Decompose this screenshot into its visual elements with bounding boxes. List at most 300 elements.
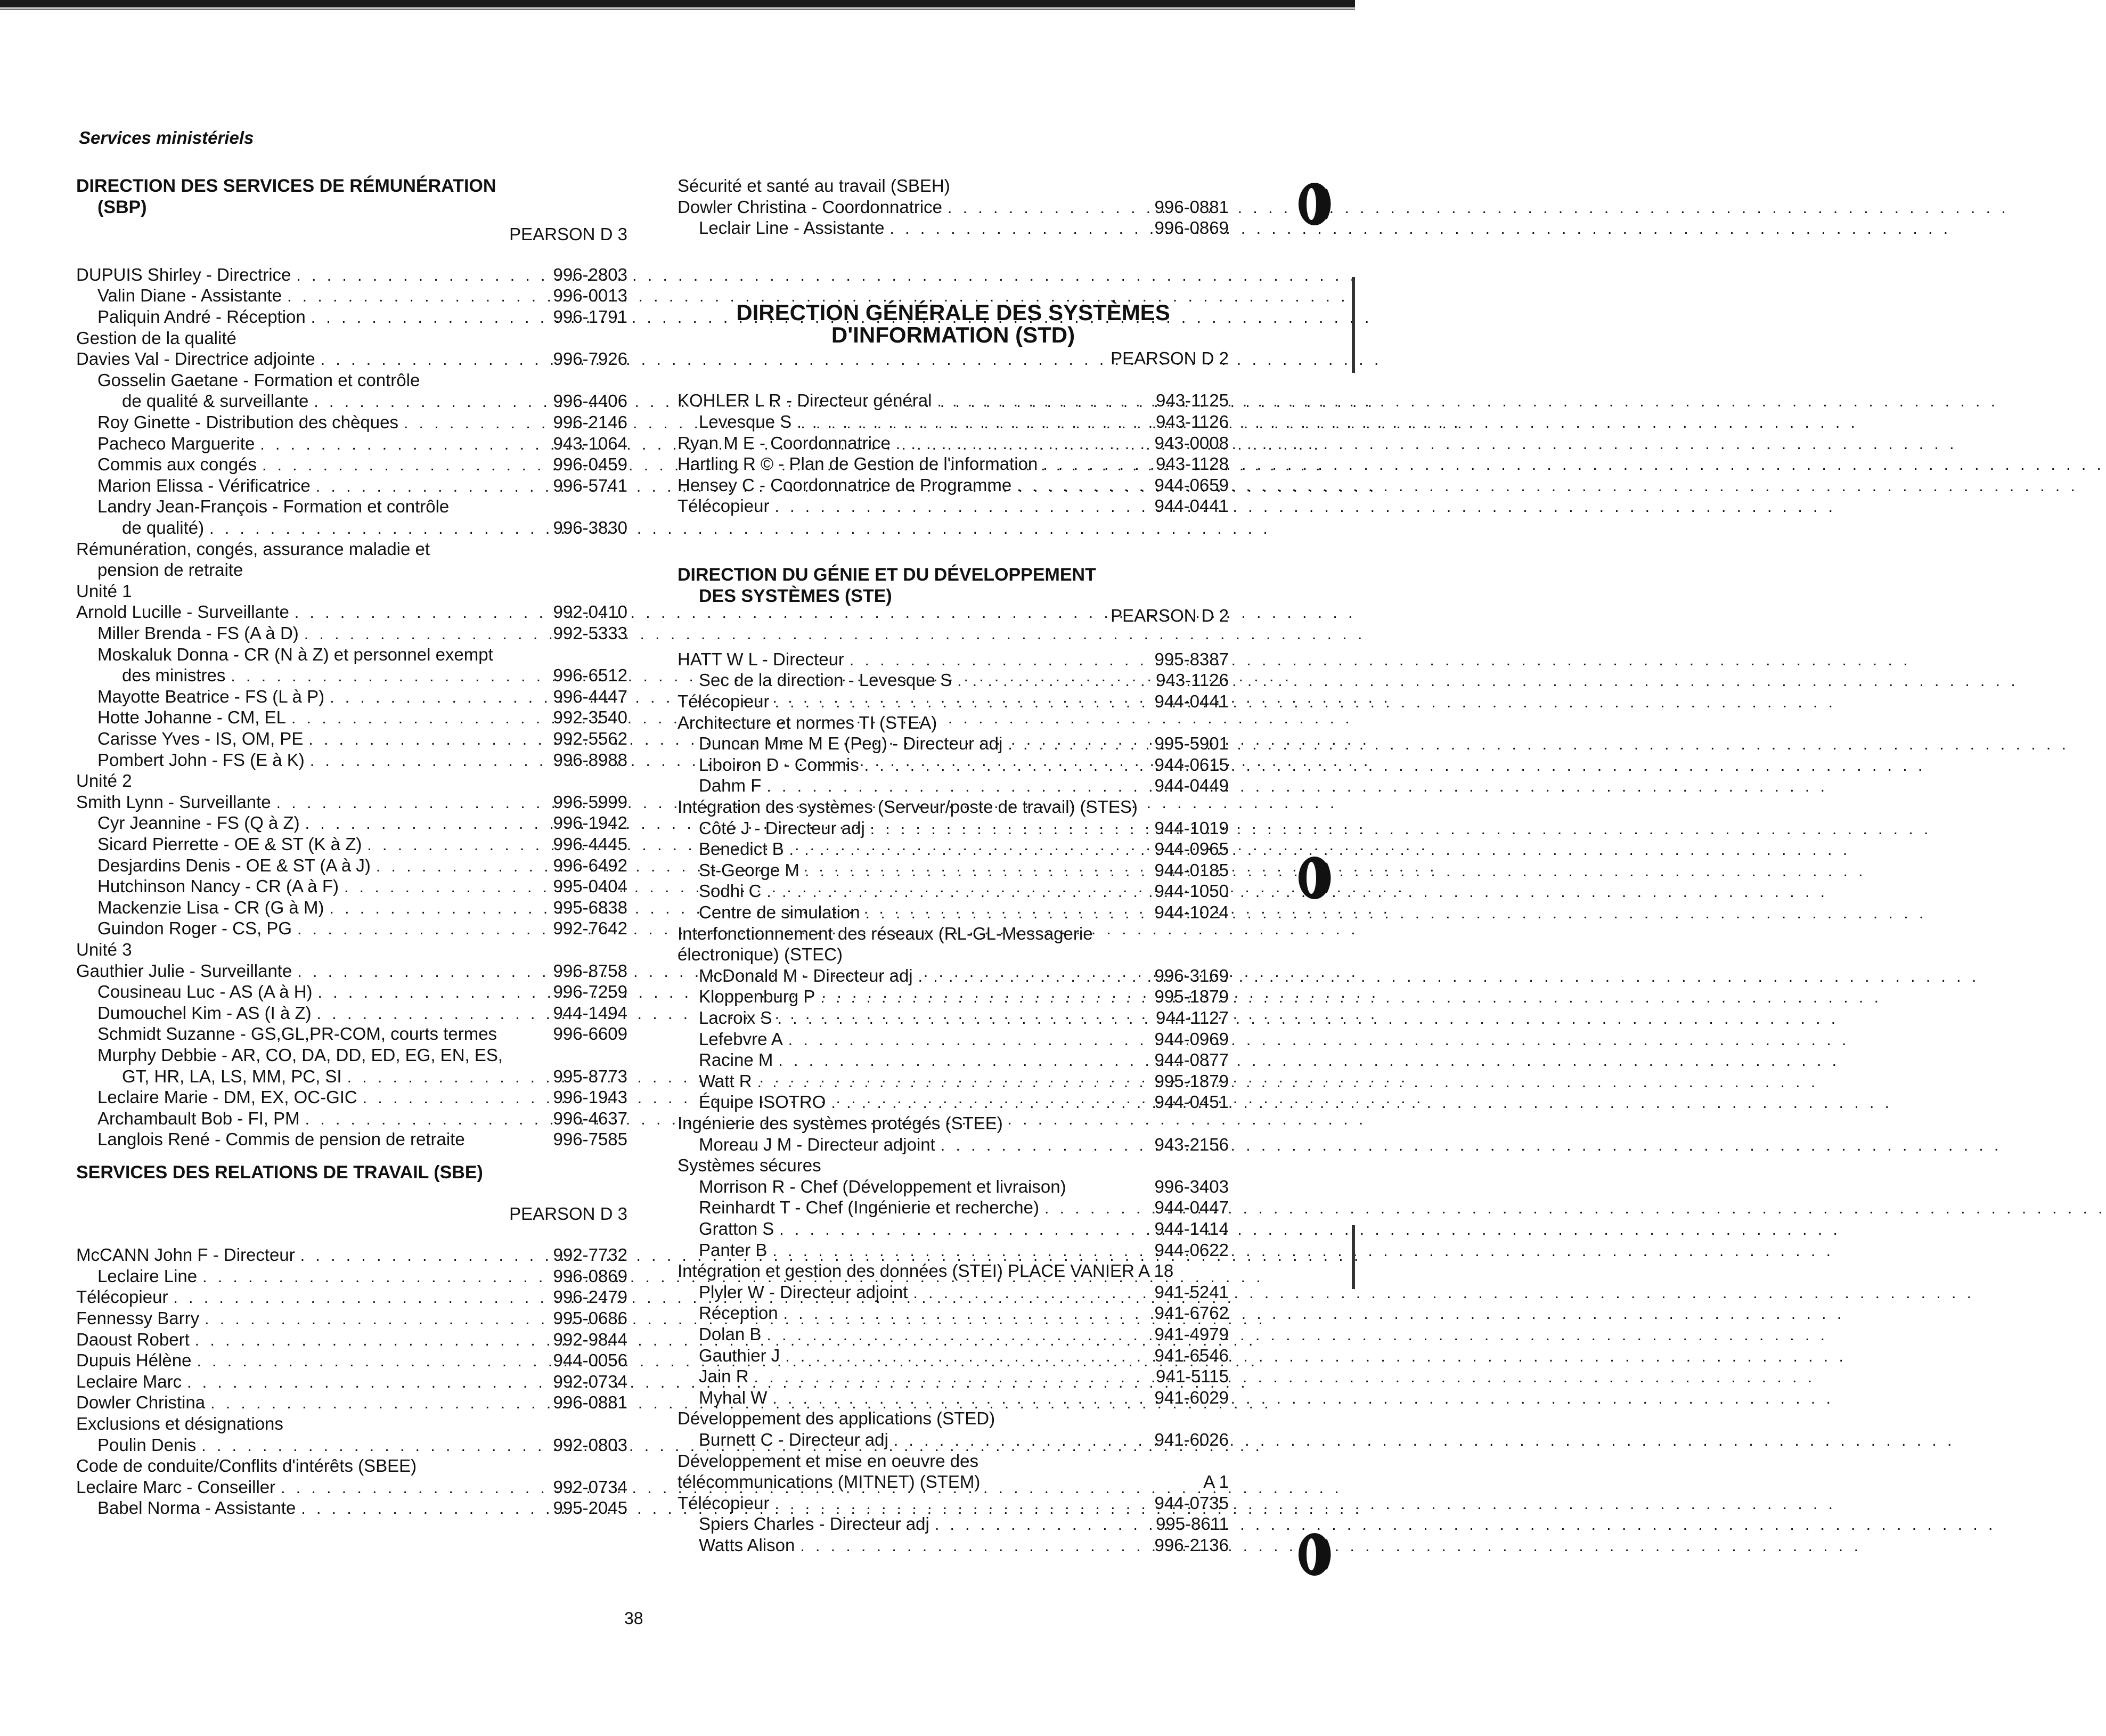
section-heading xyxy=(76,175,627,197)
directory-entry xyxy=(76,306,627,328)
phone-number: 995-6838 xyxy=(553,898,627,917)
location-label xyxy=(76,1203,627,1225)
entry-name: Lacroix S xyxy=(699,1008,772,1028)
entry-name: Unité 2 xyxy=(76,771,132,790)
entry-name: Télécopieur xyxy=(677,691,770,711)
phone-number: 996-2136 xyxy=(1154,1535,1229,1555)
dot-leader xyxy=(209,518,540,540)
entry-name: Babel Norma - Assistante xyxy=(97,1498,296,1518)
entry-name: Schmidt Suzanne - GS,GL,PR-COM, courts termes xyxy=(97,1024,497,1044)
entry-name: Leclaire Line xyxy=(97,1266,198,1286)
directory-entry xyxy=(76,412,627,433)
location-text: PEARSON D 3 xyxy=(509,1204,627,1224)
entry-name: Unité 3 xyxy=(76,940,132,959)
dot-leader xyxy=(205,1309,540,1330)
entry-name: Unité 1 xyxy=(76,581,132,601)
dot-leader xyxy=(894,1430,1141,1452)
entry-name: pension de retraite xyxy=(97,560,243,580)
dot-leader xyxy=(1044,1198,1141,1219)
directory-entry xyxy=(677,1091,1229,1113)
dot-leader xyxy=(774,496,1141,518)
location-text: PEARSON D 2 xyxy=(1111,348,1229,368)
subsection-label xyxy=(76,1455,627,1477)
phone-number: 996-0459 xyxy=(553,454,627,474)
phone-number: 941-6029 xyxy=(1154,1388,1229,1407)
entry-name: de qualité) xyxy=(122,518,205,537)
subsection-label xyxy=(677,944,1229,965)
directory-entry xyxy=(677,433,1229,454)
subsection-label xyxy=(76,1045,627,1066)
directory-entry xyxy=(677,965,1229,987)
dot-leader xyxy=(344,877,540,898)
directory-entry xyxy=(677,1302,1229,1324)
phone-number: 996-2479 xyxy=(553,1287,627,1307)
directory-entry xyxy=(677,495,1229,517)
dot-leader xyxy=(1008,734,1141,755)
entry-name: Mackenzie Lisa - CR (G à M) xyxy=(97,898,324,917)
entry-name: Moreau J M - Directeur adjoint xyxy=(699,1135,935,1154)
phone-number: 996-3403 xyxy=(1154,1177,1229,1196)
directory-entry xyxy=(76,1286,627,1308)
phone-number: 996-0013 xyxy=(553,286,627,305)
dot-leader xyxy=(800,1536,1141,1557)
entry-name: Hotte Johanne - CM, EL xyxy=(97,707,287,727)
phone-number: 944-0969 xyxy=(1154,1029,1229,1049)
phone-number: 943-1126 xyxy=(1155,412,1229,431)
dot-leader xyxy=(864,755,1141,777)
subsection-label xyxy=(677,175,1229,197)
subsection-label xyxy=(76,939,627,960)
entry-name: Intégration des systèmes (Serveur/poste de travail) (STES) xyxy=(677,797,1138,817)
directory-entry xyxy=(677,1429,1229,1450)
directory-entry xyxy=(677,1240,1229,1261)
phone-number: 943-1128 xyxy=(1155,454,1229,474)
dot-leader xyxy=(295,602,540,624)
phone-number: 996-3830 xyxy=(553,518,627,537)
phone-number: 992-9844 xyxy=(553,1330,627,1349)
entry-name: Télécopieur xyxy=(677,496,770,516)
phone-number: 992-0734 xyxy=(553,1477,627,1497)
directory-entry xyxy=(76,1435,627,1456)
entry-name: Dolan B xyxy=(699,1324,762,1344)
phone-number: 944-1019 xyxy=(1154,818,1229,838)
section-heading xyxy=(677,585,1229,607)
dot-leader xyxy=(297,919,540,940)
phone-number: 996-6609 xyxy=(553,1024,627,1044)
entry-name: Télécopieur xyxy=(76,1287,168,1307)
directory-entry xyxy=(76,981,627,1003)
directory-entry xyxy=(677,733,1229,754)
entry-name: Interfonctionnement des réseaux (RL-GL-Messagerie xyxy=(677,924,1093,943)
phone-number: 996-1791 xyxy=(553,307,627,327)
entry-name: Racine M xyxy=(699,1050,773,1070)
directory-entry xyxy=(76,707,627,728)
phone-number: 941-6546 xyxy=(1154,1346,1229,1365)
phone-number: 996-5999 xyxy=(553,792,627,812)
section-heading: D'INFORMATION (STD) xyxy=(831,322,1075,347)
phone-number: 995-8611 xyxy=(1155,1514,1229,1534)
phone-number: 944-0441 xyxy=(1154,496,1229,516)
entry-name: Guindon Roger - CS, PG xyxy=(97,918,292,938)
subsection-label xyxy=(677,1408,1229,1429)
location-label xyxy=(677,348,1229,369)
directory-entry xyxy=(76,601,627,623)
directory-entry xyxy=(76,876,627,897)
entry-name: Moskaluk Donna - CR (N à Z) et personnel exempt xyxy=(97,645,493,664)
entry-name: Poulin Denis xyxy=(97,1435,197,1455)
entry-name: Desjardins Denis - OE & ST (A à J) xyxy=(97,855,371,875)
entry-name: Commis aux congés xyxy=(97,454,257,474)
entry-name: Fennessy Barry xyxy=(76,1308,200,1328)
phone-number: 944-0451 xyxy=(1154,1092,1229,1112)
phone-number: 996-4637 xyxy=(553,1109,627,1128)
dot-leader xyxy=(300,1245,540,1267)
phone-number: 996-6492 xyxy=(553,855,627,875)
directory-entry xyxy=(76,1497,627,1519)
directory-entry xyxy=(677,1197,1229,1218)
entry-name: Côté J - Directeur adj xyxy=(699,818,865,838)
directory-entry xyxy=(76,812,627,834)
directory-entry xyxy=(677,775,1229,796)
entry-name: Myhal W xyxy=(699,1388,768,1407)
dot-leader xyxy=(850,650,1141,671)
phone-number: 996-1942 xyxy=(553,813,627,833)
entry-name: Morrison R - Chef (Développement et livraison) xyxy=(699,1177,1066,1196)
entry-name: Carisse Yves - IS, OM, PE xyxy=(97,729,304,748)
entry-name: Réception xyxy=(699,1303,778,1323)
phone-number: 992-0803 xyxy=(553,1435,627,1455)
directory-entry xyxy=(76,348,627,370)
entry-name: Systèmes sécures xyxy=(677,1155,821,1175)
entry-name: DUPUIS Shirley - Directrice xyxy=(76,265,291,284)
dot-leader xyxy=(772,1388,1141,1409)
phone-number: 996-6512 xyxy=(553,665,627,685)
phone-number: 995-0686 xyxy=(553,1308,627,1328)
entry-name: Code de conduite/Conflits d'intérêts (SBEE) xyxy=(76,1456,417,1476)
directory-entry xyxy=(76,834,627,855)
section-kicker: Services ministériels xyxy=(79,128,254,148)
directory-entry xyxy=(76,517,627,539)
scan-edge-mark xyxy=(1352,1225,1355,1289)
phone-number: 995-1879 xyxy=(1154,987,1229,1006)
subsection-label xyxy=(76,496,627,517)
phone-number: 941-5241 xyxy=(1154,1282,1229,1302)
subsection-label xyxy=(76,559,627,581)
directory-entry xyxy=(677,1324,1229,1345)
dot-leader xyxy=(304,624,540,645)
directory-entry xyxy=(677,1493,1229,1514)
directory-entry xyxy=(677,1513,1229,1535)
phone-number: 944-0185 xyxy=(1154,860,1229,880)
dot-leader xyxy=(797,412,1141,434)
phone-number: 943-1125 xyxy=(1155,390,1229,410)
dot-leader xyxy=(870,819,1141,840)
entry-name: GT, HR, LA, LS, MM, PC, SI xyxy=(122,1066,342,1086)
phone-number: 941-6026 xyxy=(1154,1430,1229,1449)
dot-leader xyxy=(376,856,540,877)
location-label xyxy=(677,605,1229,626)
dot-leader xyxy=(890,218,1141,240)
entry-name: Jain R xyxy=(699,1366,749,1386)
phone-number: 996-7585 xyxy=(553,1129,627,1149)
phone-number: 992-5562 xyxy=(553,729,627,748)
entry-name: Daoust Robert xyxy=(76,1330,190,1349)
phone-number: 995-5901 xyxy=(1154,733,1229,753)
entry-name: DES SYSTÈMES (STE) xyxy=(699,586,892,606)
entry-name: Reinhardt T - Chef (Ingénierie et recherche) xyxy=(699,1197,1039,1217)
directory-entry xyxy=(76,1329,627,1350)
dot-leader xyxy=(330,687,540,708)
phone-number: 996-4447 xyxy=(553,687,627,706)
entry-name: Gauthier J xyxy=(699,1346,780,1365)
phone-number: 996-7259 xyxy=(553,982,627,1001)
phone-number: 992-3540 xyxy=(553,707,627,727)
entry-name: Kloppenburg P xyxy=(699,987,815,1006)
entry-name: Murphy Debbie - AR, CO, DA, DD, ED, EG, EN, ES, xyxy=(97,1045,503,1065)
dot-leader xyxy=(321,349,540,371)
dot-leader xyxy=(296,265,540,287)
phone-number: 996-5741 xyxy=(553,476,627,495)
directory-entry xyxy=(677,217,1229,239)
dot-leader xyxy=(937,391,1141,412)
dot-leader xyxy=(363,1088,540,1109)
entry-name: Spiers Charles - Directeur adj xyxy=(699,1514,929,1534)
phone-number: 996-4406 xyxy=(553,391,627,411)
subsection-label xyxy=(677,1450,1229,1472)
entry-name: Burnett C - Directeur adj xyxy=(699,1430,888,1449)
dot-leader xyxy=(231,666,540,687)
directory-entry xyxy=(677,197,1229,218)
dot-leader xyxy=(774,692,1141,713)
entry-name: Dahm F xyxy=(699,776,762,795)
dot-leader xyxy=(774,1494,1141,1515)
directory-entry xyxy=(677,411,1229,433)
phone-number: 944-0441 xyxy=(1154,691,1229,711)
phone-number: 944-0622 xyxy=(1154,1240,1229,1260)
directory-entry xyxy=(76,390,627,412)
dot-leader xyxy=(778,1050,1141,1072)
phone-number: 996-3169 xyxy=(1154,966,1229,985)
scan-top-border-shadow xyxy=(0,9,1355,10)
entry-name: Archambault Bob - FI, PM xyxy=(97,1109,300,1128)
entry-name: Langlois René - Commis de pension de retraite xyxy=(97,1129,465,1149)
directory-entry xyxy=(677,453,1229,475)
entry-name: Leclaire Marc xyxy=(76,1372,182,1391)
location-text: PEARSON D 3 xyxy=(509,224,627,244)
dot-leader xyxy=(276,793,540,814)
directory-entry xyxy=(677,1049,1229,1071)
phone-number: 996-8988 xyxy=(553,750,627,770)
binder-hole-icon xyxy=(1295,852,1334,903)
phone-number: 944-0056 xyxy=(553,1350,627,1370)
dot-leader xyxy=(948,198,1141,219)
dot-leader xyxy=(316,476,540,498)
entry-name: Paliquin André - Réception xyxy=(97,307,306,327)
directory-entry xyxy=(76,855,627,876)
directory-entry xyxy=(677,860,1229,881)
subsection-label xyxy=(677,1155,1229,1176)
directory-entry xyxy=(677,1029,1229,1050)
subsection-label xyxy=(677,796,1229,818)
directory-entry xyxy=(76,1392,627,1413)
phone-number: 995-1879 xyxy=(1154,1071,1229,1091)
directory-entry xyxy=(76,1087,627,1108)
entry-name: Pacheco Marguerite xyxy=(97,434,255,453)
directory-entry xyxy=(677,838,1229,860)
entry-name: DIRECTION DU GÉNIE ET DU DÉVELOPPEMENT xyxy=(677,565,1096,585)
subsection-label xyxy=(76,644,627,665)
directory-entry xyxy=(76,1066,627,1087)
entry-name: Hensey C - Coordonnatrice de Programme xyxy=(677,475,1012,495)
dot-leader xyxy=(778,1008,1141,1030)
phone-number: 992-5333 xyxy=(553,623,627,643)
directory-entry xyxy=(76,665,627,686)
phone-number: 944-0877 xyxy=(1154,1050,1229,1070)
dot-leader xyxy=(820,987,1141,1008)
scan-edge-mark xyxy=(1352,277,1355,373)
entry-name: Watt R xyxy=(699,1071,752,1091)
dot-leader xyxy=(935,1514,1141,1536)
dot-leader xyxy=(789,840,1141,861)
phone-number: 944-0659 xyxy=(1154,475,1229,495)
phone-number: 992-7732 xyxy=(553,1245,627,1265)
phone-number: A 1 xyxy=(1203,1472,1229,1492)
section-heading xyxy=(76,197,627,218)
directory-entry xyxy=(677,902,1229,923)
directory-entry xyxy=(677,649,1229,670)
entry-name: (SBP) xyxy=(97,197,147,217)
dot-leader xyxy=(308,729,540,751)
binder-hole-icon xyxy=(1295,178,1334,230)
subsection-label xyxy=(76,581,627,602)
subsection-label xyxy=(677,923,1229,944)
dot-leader xyxy=(404,413,540,434)
directory-entry xyxy=(677,691,1229,712)
dot-leader xyxy=(779,1219,1141,1241)
dot-leader xyxy=(941,1135,1141,1156)
entry-name: Smith Lynn - Surveillante xyxy=(76,792,271,812)
directory-entry xyxy=(76,1350,627,1371)
dot-leader xyxy=(173,1287,540,1309)
phone-number: 996-0881 xyxy=(1154,197,1229,217)
scan-top-border xyxy=(0,0,1355,7)
dot-leader xyxy=(305,813,540,835)
dot-leader xyxy=(766,1325,1141,1346)
dot-leader xyxy=(202,1267,540,1288)
section-heading: DIRECTION GÉNÉRALE DES SYSTÈMES xyxy=(736,300,1170,325)
dot-leader xyxy=(310,751,540,772)
directory-entry xyxy=(677,670,1229,691)
entry-name: Valin Diane - Assistante xyxy=(97,286,282,305)
directory-entry xyxy=(76,1266,627,1287)
entry-name: Landry Jean-François - Formation et contrôle xyxy=(97,496,450,516)
dot-leader xyxy=(329,898,540,919)
entry-name: Dowler Christina - Coordonnatrice xyxy=(677,197,943,217)
dot-leader xyxy=(866,903,1141,924)
dot-leader xyxy=(766,776,1141,797)
phone-number: 943-2156 xyxy=(1154,1135,1229,1154)
directory-entry xyxy=(76,728,627,749)
phone-number: 944-1414 xyxy=(1154,1219,1229,1238)
location-text: PEARSON D 2 xyxy=(1111,606,1229,625)
directory-entry xyxy=(677,986,1229,1007)
entry-name: Sicard Pierrette - OE & ST (K à Z) xyxy=(97,834,362,854)
phone-number: 996-2146 xyxy=(553,412,627,432)
entry-name: Miller Brenda - FS (A à D) xyxy=(97,623,299,643)
dot-leader xyxy=(957,671,1141,692)
phone-number: 943-1064 xyxy=(553,434,627,453)
phone-number: 944-1050 xyxy=(1154,881,1229,901)
entry-name: Dumouchel Kim - AS (I à Z) xyxy=(97,1003,312,1023)
directory-entry xyxy=(677,1071,1229,1092)
phone-number: 996-7926 xyxy=(553,349,627,369)
dot-leader xyxy=(301,1498,540,1520)
phone-number: 996-8758 xyxy=(553,961,627,981)
phone-number: 996-0869 xyxy=(1154,218,1229,238)
entry-name: Ryan M E - Coordonnatrice xyxy=(677,433,891,453)
entry-name: de qualité & surveillante xyxy=(122,391,309,411)
entry-name: Dupuis Hélène xyxy=(76,1350,192,1370)
dot-leader xyxy=(831,1093,1141,1114)
dot-leader xyxy=(305,1109,540,1130)
dot-leader xyxy=(757,1072,1141,1093)
subsection-label xyxy=(677,712,1229,733)
dot-leader xyxy=(317,1004,540,1025)
phone-number: 943-0008 xyxy=(1154,433,1229,453)
directory-entry xyxy=(677,475,1229,496)
entry-name: Leclaire Marc - Conseiller xyxy=(76,1477,276,1497)
entry-name: Gestion de la qualité xyxy=(76,328,236,348)
entry-name: HATT W L - Directeur xyxy=(677,649,844,669)
directory-entry xyxy=(76,960,627,982)
entry-name: Plyler W - Directeur adjoint xyxy=(699,1282,908,1302)
directory-entry xyxy=(76,285,627,306)
dot-leader xyxy=(1043,454,1141,476)
entry-name: Exclusions et désignations xyxy=(76,1414,283,1433)
phone-number: 944-0735 xyxy=(1154,1493,1229,1513)
directory-entry xyxy=(677,1387,1229,1408)
directory-entry xyxy=(76,475,627,496)
entry-name: Dowler Christina xyxy=(76,1392,206,1412)
entry-name: Gosselin Gaetane - Formation et contrôle xyxy=(97,370,420,390)
phone-number: 943-1126 xyxy=(1155,670,1229,690)
dot-leader xyxy=(287,286,540,307)
entry-name: Ingénierie des systèmes protégés (STEE) xyxy=(677,1113,1003,1133)
dot-leader xyxy=(314,392,540,413)
directory-entry xyxy=(677,1345,1229,1366)
entry-name: Duncan Mme M E (Peg) - Directeur adj xyxy=(699,733,1003,753)
dot-leader xyxy=(210,1393,540,1414)
entry-name: Davies Val - Directrice adjointe xyxy=(76,349,315,369)
subsection-label xyxy=(76,539,627,560)
dot-leader xyxy=(754,1367,1141,1388)
directory-entry xyxy=(76,1129,627,1150)
entry-name: Watts Alison xyxy=(699,1535,795,1555)
dot-leader xyxy=(788,1030,1141,1051)
directory-entry xyxy=(76,749,627,771)
dot-leader xyxy=(311,307,540,329)
phone-number: 941-5115 xyxy=(1155,1366,1229,1386)
directory-entry xyxy=(76,686,627,707)
entry-name: Intégration et gestion des données (STEI) PLACE VANIER A 18 xyxy=(677,1261,1174,1281)
directory-entry xyxy=(677,1176,1229,1197)
entry-name: électronique) (STEC) xyxy=(677,944,843,964)
entry-name: Arnold Lucille - Surveillante xyxy=(76,602,289,622)
dot-leader xyxy=(201,1436,540,1457)
phone-number: 944-0449 xyxy=(1154,776,1229,795)
dot-leader xyxy=(187,1372,540,1393)
phone-number: 941-4979 xyxy=(1154,1324,1229,1344)
